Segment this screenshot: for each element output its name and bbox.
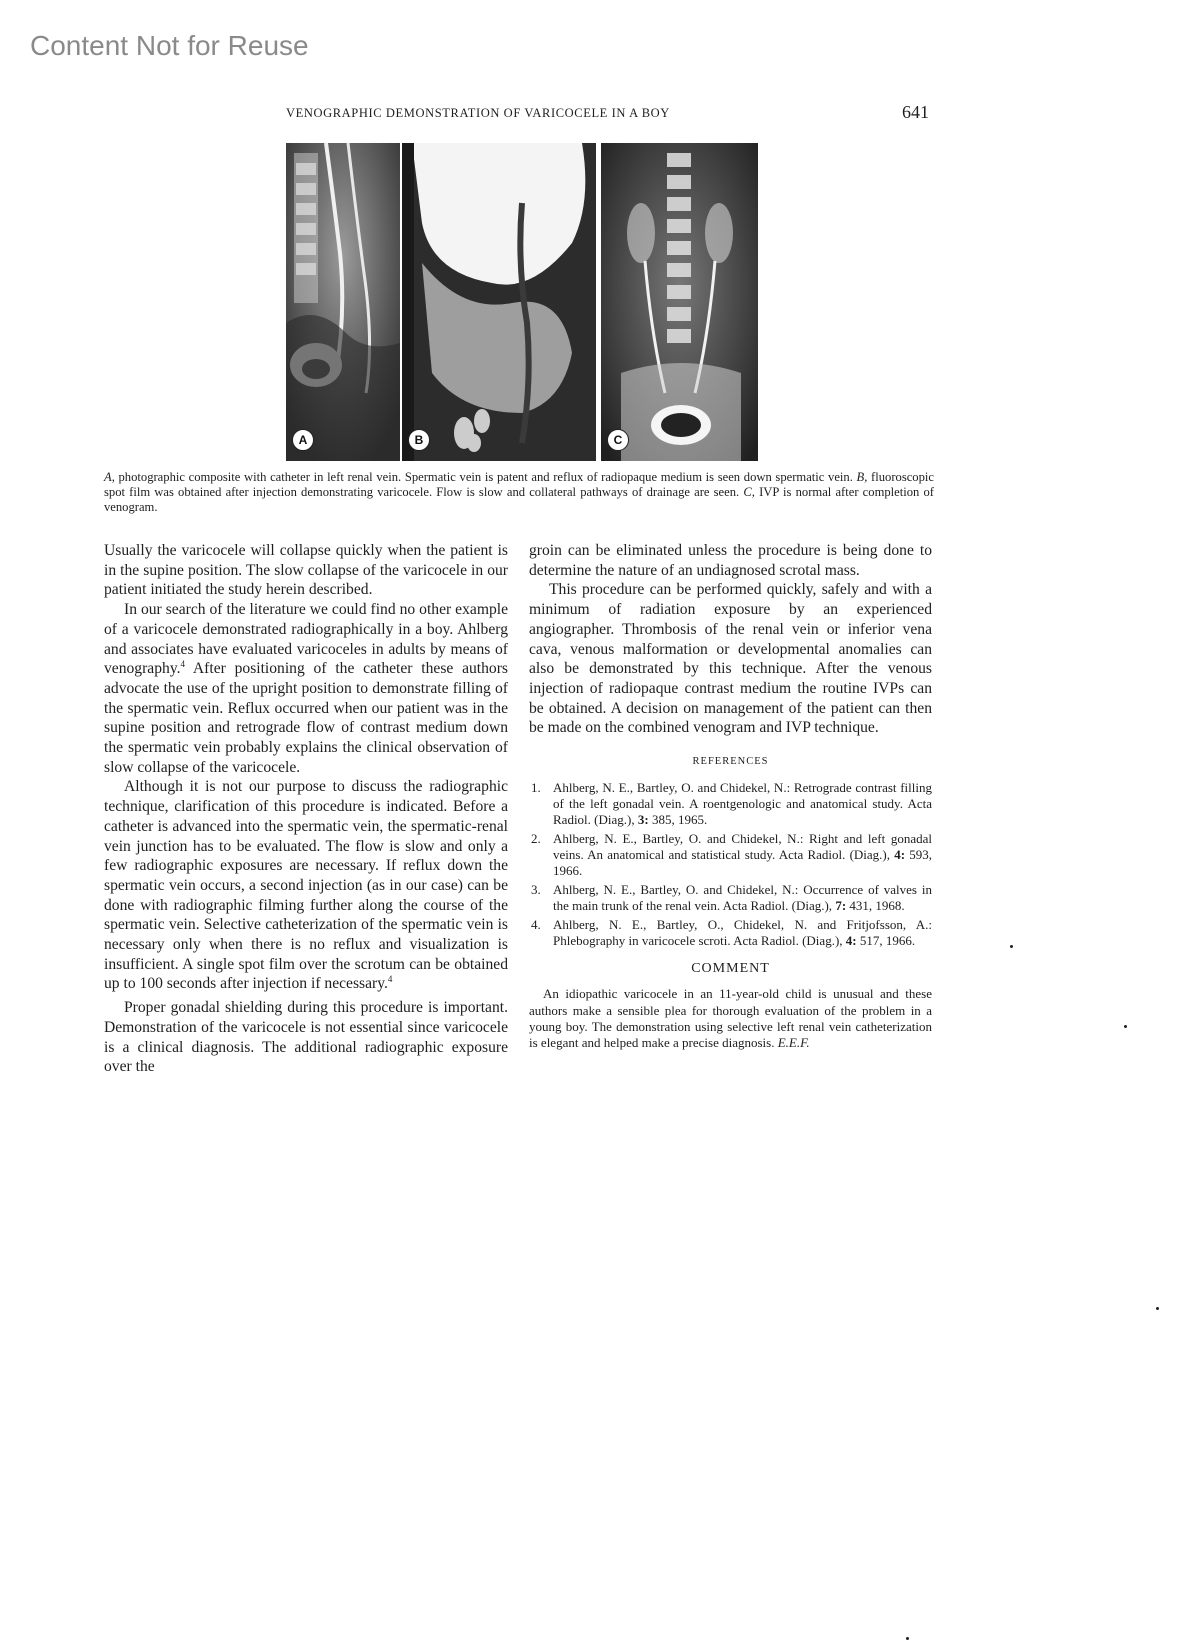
reference-pages: 431, 1968. (846, 897, 905, 913)
caption-a-text: photographic composite with catheter in left renal vein. Spermatic vein is patent and reflux of radiopaque medium is seen down spermatic vein. (114, 470, 857, 484)
reference-item (529, 882, 932, 914)
comment-signature: E.E.F. (777, 1035, 810, 1051)
paragraph-text: In our search of the literature we could find no other example of a varicocele demonstrated radiographically in a boy. Ahlberg and associates have evaluated varicoceles in adults by means of venography. (104, 601, 508, 678)
reference-volume: 4: (845, 932, 857, 948)
reference-text: Ahlberg, N. E., Bartley, O. and Chidekel, N.: Retrograde contrast filling of the left gonadal vein. A roentgenologic and anatomical study. Acta Radiol. (Diag.), (553, 779, 932, 827)
caption-c-text: IVP is normal after completion of venogram. (104, 485, 934, 514)
caption-b-text: fluoroscopic spot film was obtained after injection demonstrating varicocele. Flow is slow and collateral pathways of drainage are seen. (104, 470, 934, 499)
caption-b-label: B, (856, 470, 868, 484)
figure-panel-b (402, 143, 596, 461)
paragraph (104, 600, 508, 777)
caption-a-label: A, (104, 470, 115, 484)
paragraph-text: Although it is not our purpose to discuss the radiographic technique, clarification of this procedure is indicated. Before a catheter is advanced into the spermatic vein, the spermatic-renal vein junction has to be evaluated. The flow is slow and only a few radiographic exposures are necessary. If reflux down the spermatic vein occurs, a second injection (as in our case) can be done with radiographic filming further along the course of the spermatic vein. Selective catheterization of the spermatic vein is necessary only when there is no reflux and visualization is insufficient. A single spot film over the scrotum can be obtained up to 100 seconds after injection if necessary. (104, 778, 508, 993)
reference-volume: 4: (894, 846, 906, 862)
panel-label-c: C (607, 429, 629, 451)
paragraph: Usually the varicocele will collapse quickly when the patient is in the supine position. The slow collapse of the varicocele in our patient initiated the study herein described. (104, 542, 508, 599)
scan-speck (1156, 1307, 1159, 1310)
reference-item (529, 831, 932, 879)
panel-label-a: A (292, 429, 314, 451)
left-column (104, 541, 508, 1077)
reference-text: Ahlberg, N. E., Bartley, O. and Chidekel, N.: Right and left gonadal veins. An anatomical and statistical study. Acta Radiol. (Diag.), (553, 830, 932, 862)
figure-caption (104, 470, 934, 515)
citation-superscript: 4 (180, 659, 185, 670)
xray-image-c (601, 143, 758, 461)
reference-volume: 7: (835, 897, 847, 913)
figure-panel-a (286, 143, 400, 461)
scan-speck (1010, 945, 1013, 948)
figure-panel-c (601, 143, 758, 461)
reference-volume: 3: (637, 811, 649, 827)
reference-text: Ahlberg, N. E., Bartley, O., Chidekel, N. and Fritjofsson, A.: Phlebography in varicocele scroti. Acta Radiol. (Diag.), (553, 916, 932, 948)
reference-number: 4. (531, 916, 541, 932)
paragraph-text: After positioning of the catheter these authors advocate the use of the upright position to demonstrate filling of the spermatic vein. Reflux occurred when our patient was in the supine position and retrograde flow of contrast medium down the spermatic vein probably explains the clinical observation of slow collapse of the varicocele. (104, 660, 508, 776)
comment-body: An idiopathic varicocele in an 11-year-old child is unusual and these authors make a sensible plea for thorough evaluation of the problem in a young boy. The demonstration using selective left renal vein catheterization is elegant and helped make a precise diagnosis. (529, 986, 932, 1051)
reference-item (529, 917, 932, 949)
running-head: VENOGRAPHIC DEMONSTRATION OF VARICOCELE IN A BOY (286, 106, 670, 120)
comment-text (529, 986, 932, 1051)
xray-image-a (286, 143, 400, 461)
reference-pages: 385, 1965. (648, 811, 708, 827)
paragraph: groin can be eliminated unless the procedure is being done to determine the nature of an undiagnosed scrotal mass. (529, 542, 932, 579)
caption-c-label: C, (743, 485, 755, 499)
comment-heading: COMMENT (691, 960, 770, 976)
paragraph: This procedure can be performed quickly, safely and with a minimum of radiation exposure by an experienced angiographer. Thrombosis of the renal vein or inferior vena cava, venous malformation or developmental anomalies can also be demonstrated by this technique. After the venous injection of radiopaque contrast medium the routine IVPs can be obtained. A decision on management of the patient can then be made on the combined venogram and IVP technique. (529, 581, 932, 737)
xray-image-b (402, 143, 596, 461)
references-heading: REFERENCES (692, 756, 769, 768)
reference-number: 1. (531, 779, 541, 795)
paragraph (104, 777, 508, 994)
reference-list (529, 780, 932, 949)
reference-number: 3. (531, 881, 541, 897)
watermark: Content Not for Reuse (30, 30, 309, 61)
reference-item (529, 780, 932, 828)
citation-superscript: 4 (387, 974, 393, 985)
panel-label-b: B (408, 429, 430, 451)
right-column (529, 541, 932, 1051)
scan-speck (1124, 1025, 1127, 1028)
page-number: 641 (902, 102, 929, 122)
reference-text: Ahlberg, N. E., Bartley, O. and Chidekel, N.: Occurrence of valves in the main trunk of the renal vein. Acta Radiol. (Diag.), (553, 881, 932, 913)
reference-pages: 517, 1966. (856, 932, 916, 948)
reference-pages: 593, 1966. (553, 846, 932, 878)
scan-speck (906, 1637, 909, 1640)
paragraph: Proper gonadal shielding during this procedure is important. Demonstration of the varicocele is not essential since varicocele is a clinical diagnosis. The additional radiographic exposure over the (104, 999, 508, 1076)
reference-number: 2. (531, 830, 541, 846)
